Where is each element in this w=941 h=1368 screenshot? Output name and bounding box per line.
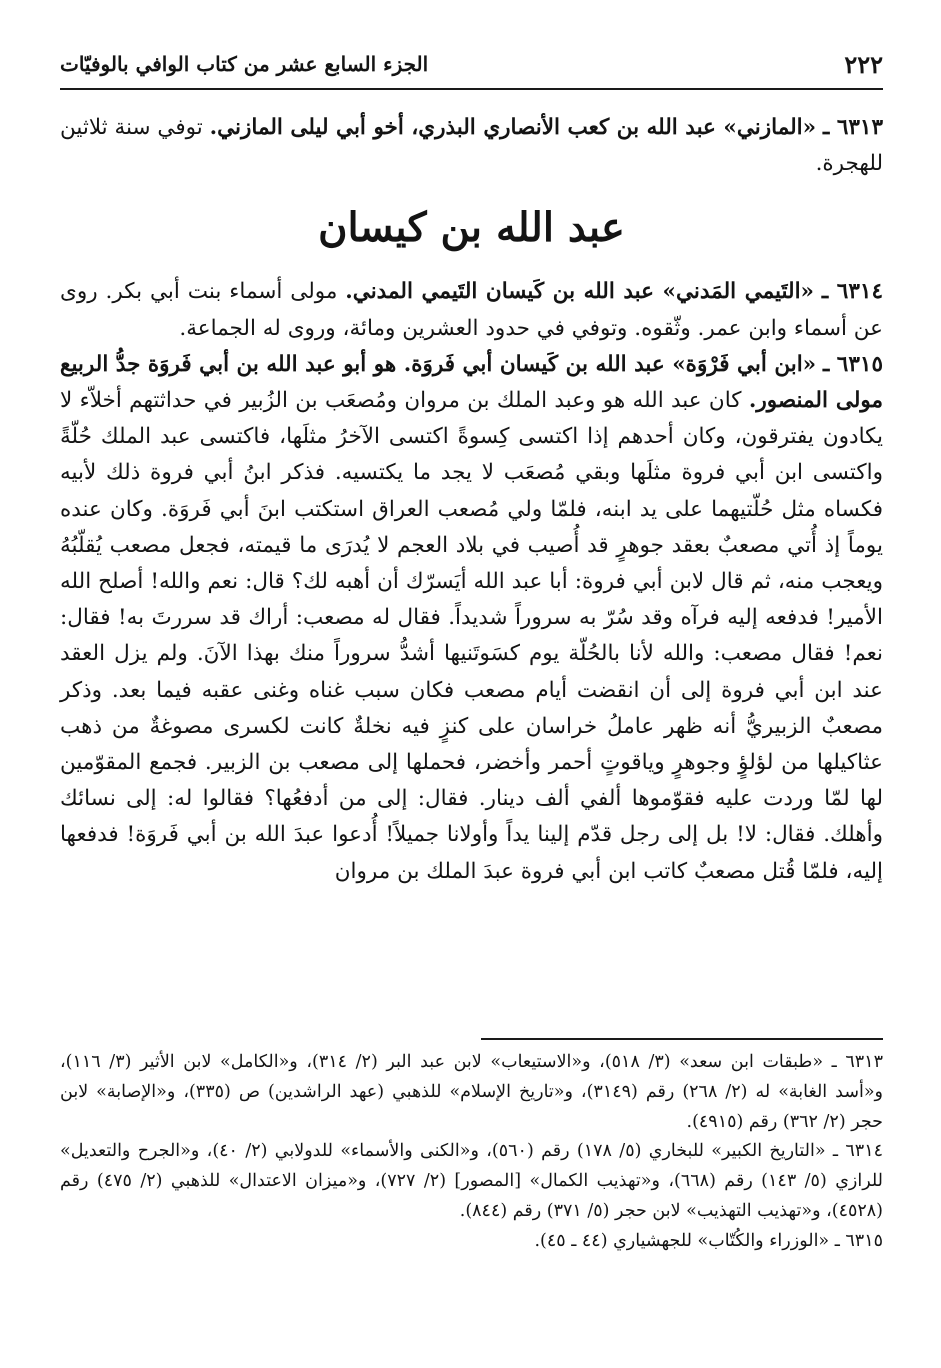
entry-number: ٦٣١٤ ـ	[821, 279, 883, 305]
entry-6314	[60, 274, 883, 346]
page-number: ٢٢٢	[844, 49, 883, 79]
footnotes	[60, 1048, 883, 1257]
running-header	[60, 40, 883, 90]
footnote-6314: ٦٣١٤ ـ «التاريخ الكبير» للبخاري (٥/ ١٧٨) رقم (٥٦٠)، و«الكنى والأسماء» للدولابي (٢/ ٤٠)، و«الجرح والتعديل» للرازي (٥/ ١٤٣) رقم (٦٦٨)، و«تهذيب الكمال» [المصور] (٢/ ٧٢٧)، و«ميزان الاعتدال» للذهبي (٢/ ٤٧٥) رقم (٤٥٢٨)، و«تهذيب التهذيب» لابن حجر (٥/ ٣٧١) رقم (٨٤٤).	[60, 1141, 883, 1221]
section-title: عبد الله بن كيسان	[318, 204, 625, 252]
entry-text: كان عبد الله هو وعبد الملك بن مروان ومُصعَب بن الزُبير في حداثتهم أخلاّء لا يكادون يفترقون، وكان أحدهم إذا اكتسى كِسوةً اكتسى الآخرُ مثلَها، فاكتسى عبد الملك حُلّةً واكتسى ابن أبي فروة مثلَها وبقي مُصعَب لا يجد ما يكتسيه. فذكر ابنُ أبي فروة ذلك لأبيه فكساه مثل حُلّتيهما على يد ابنه، فلمّا ولي مُصعب العراق استكتب ابنَ أبي فَروَة. وكان عنده يوماً إذ أُتي مصعبٌ بعقد جوهرٍ قد أُصيب في بلاد العجم لا يُدرَى ما قيمته، فجعل مصعب يُقلّبُهُ ويعجب منه، ثم قال لابن أبي فروة: أبا عبد الله أيَسرّك أن أهبه لك؟ قال: نعم والله! أصلح الله الأمير! فدفعه إليه فرآه وقد سُرّ به سروراً شديداً. فقال له مصعب: أراك قد سررتَ به! فقال: نعم! فقال مصعب: والله لأنا بالحُلّة يوم كسَوتَنيها أشدُّ سروراً منك بهذا الآنَ. ولم يزل العقد عند ابن أبي فروة إلى أن انقضت أيام مصعب فكان سبب غناه وغنى عقبه فيما بعد. وذكر مصعبٌ الزبيريُّ أنه ظهر عاملُ خراسان على كنزٍ فيه نخلةٌ كانت لكسرى مصوغةٌ من ذهب عثاكيلها من لؤلؤٍ وجوهرٍ وياقوتٍ أحمر وأخضر، فحملها إلى مصعب بن الزبير. فجمع المقوّمين لها لمّا وردت عليه فقوّموها ألفي ألف دينار. فقال: إلى من أدفعُها؟ فقالوا له: إلى نسائك وأهلك. فقال: لا! بل إلى رجل قدّم إلينا يداً وأولانا جميلاً! أُدعوا عبدَ الله بن أبي فَروَة! فدفعها إليه، فلمّا قُتل مصعبٌ كاتب ابن أبي فروة عبدَ الملك بن مروان	[60, 388, 883, 884]
entry-number: ٦٣١٥ ـ	[822, 351, 883, 377]
entry-heading: «التَيمي المَدني» عبد الله بن كَيسان التَيمي المدني.	[345, 279, 814, 305]
footnote-6313: ٦٣١٣ ـ «طبقات ابن سعد» (٣/ ٥١٨)، و«الاستيعاب» لابن عبد البر (٢/ ٣١٤)، و«الكامل» لابن الأثير (٣/ ١١٦)، و«أسد الغابة» له (٢/ ٢٦٨) رقم (٣١٤٩)، و«تاريخ الإسلام» للذهبي (عهد الراشدين) ص (٣٣٥)، و«الإصابة» لابن حجر (٢/ ٣٦٢) رقم (٤٩١٥).	[60, 1052, 883, 1132]
running-title: الجزء السابع عشر من كتاب الوافي بالوفيّات	[60, 52, 429, 76]
entry-text: توفي سنة ثلاثين للهجرة.	[60, 115, 883, 177]
entry-6313	[60, 110, 883, 182]
entry-text: مولى أسماء بنت أبي بكر. روى عن أسماء وابن عمر. وثّقوه. وتوفي في حدود العشرين ومائة، وروى له الجماعة.	[60, 279, 883, 341]
entry-6315	[60, 347, 883, 890]
book-page	[60, 0, 883, 1368]
footnote-6315: ٦٣١٥ ـ «الوزراء والكُتّاب» للجهشياري (٤٤ ـ ٤٥).	[534, 1230, 883, 1251]
footnote-divider	[481, 1038, 883, 1040]
entry-heading: «ابن أبي فَرْوَة» عبد الله بن كَيسان أبي فَروَة. هو أبو عبد الله بن أبي فَروَة جدُّ الربيع مولى المنصور.	[60, 351, 883, 414]
main-text	[60, 110, 883, 890]
entry-number: ٦٣١٣ ـ	[822, 115, 884, 140]
entry-heading: «المازني» عبد الله بن كعب الأنصاري البذري، أخو أبي ليلى المازني.	[209, 115, 817, 140]
